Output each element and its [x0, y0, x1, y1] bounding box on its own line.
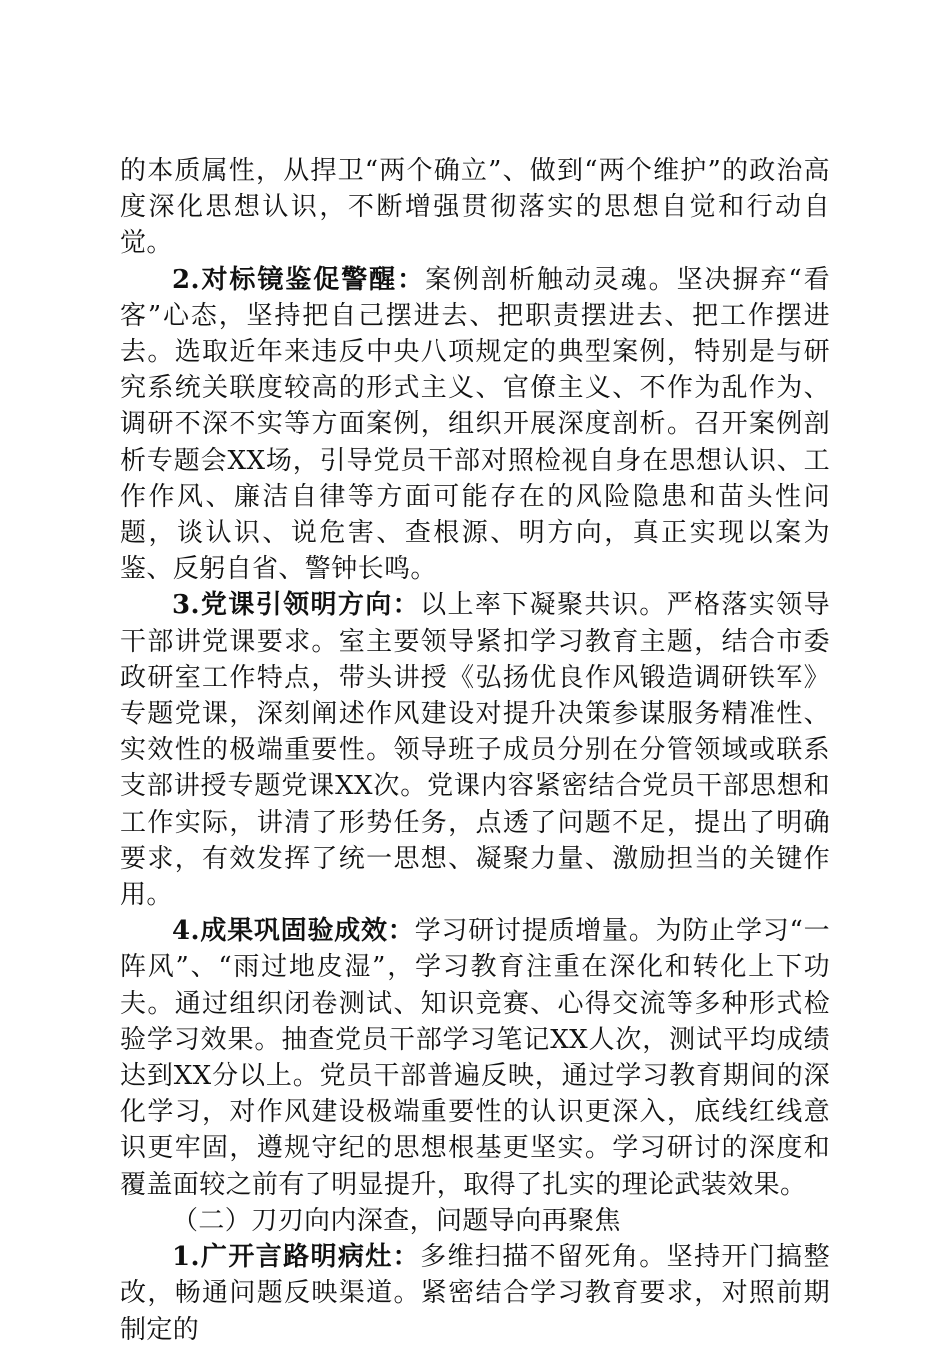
paragraph-lead: 3.党课引领明方向：: [172, 590, 421, 621]
document-body: [120, 153, 830, 1348]
paragraph-open-channels: [120, 1239, 830, 1348]
paragraph-results: [120, 913, 830, 1203]
paragraph-text: 案例剖析触动灵魂。坚决摒弃“看客”心态，坚持把自己摆进去、把职责摆进去、把工作摆进去。选取近年来违反中央八项规定的典型案例，特别是与研究系统关联度较高的形式主义、官僚主义、不作为乱作为、调研不深不实等方面案例，组织开展深度剖析。召开案例剖析专题会XX场，引导党员干部对照检视自身在思想认识、工作作风、廉洁自律等方面可能存在的风险隐患和苗头性问题，谈认识、说危害、查根源、明方向，真正实现以案为鉴、反躬自省、警钟长鸣。: [120, 264, 830, 585]
section-heading-text: （二）刀刃向内深查，问题导向再聚焦: [172, 1205, 621, 1236]
paragraph-text: 学习研讨提质增量。为防止学习“一阵风”、“雨过地皮湿”，学习教育注重在深化和转化上下功夫。通过组织闭卷测试、知识竞赛、心得交流等多种形式检验学习效果。抽查党员干部学习笔记XX人次，测试平均成绩达到XX分以上。党员干部普遍反映，通过学习教育期间的深化学习，对作风建设极端重要性的认识更深入，底线红线意识更牢固，遵规守纪的思想根基更坚实。学习研讨的深度和覆盖面较之前有了明显提升，取得了扎实的理论武装效果。: [120, 916, 830, 1200]
paragraph-text: 多维扫描不留死角。坚持开门搞整改，畅通问题反映渠道。紧密结合学习教育要求，对照前期制定的: [120, 1242, 830, 1345]
paragraph-lead: 2.对标镜鉴促警醒：: [172, 264, 426, 295]
paragraph-lead: 4.成果巩固验成效：: [172, 916, 415, 947]
paragraph-continuation: [120, 153, 830, 262]
paragraph-case-study: [120, 262, 830, 588]
paragraph-text: 以上率下凝聚共识。严格落实领导干部讲党课要求。室主要领导紧扣学习教育主题，结合市委政研室工作特点，带头讲授《弘扬优良作风锻造调研铁军》专题党课，深刻阐述作风建设对提升决策参谋服务精准性、实效性的极端重要性。领导班子成员分别在分管领域或联系支部讲授专题党课XX次。党课内容紧密结合党员干部思想和工作实际，讲清了形势任务，点透了问题不足，提出了明确要求，有效发挥了统一思想、凝聚力量、激励担当的关键作用。: [120, 590, 830, 911]
paragraph-party-lecture: [120, 587, 830, 913]
section-heading: [120, 1203, 830, 1239]
paragraph-text: 的本质属性，从捍卫“两个确立”、做到“两个维护”的政治高度深化思想认识，不断增强贯彻落实的思想自觉和行动自觉。: [120, 156, 830, 259]
paragraph-lead: 1.广开言路明病灶：: [172, 1242, 421, 1273]
